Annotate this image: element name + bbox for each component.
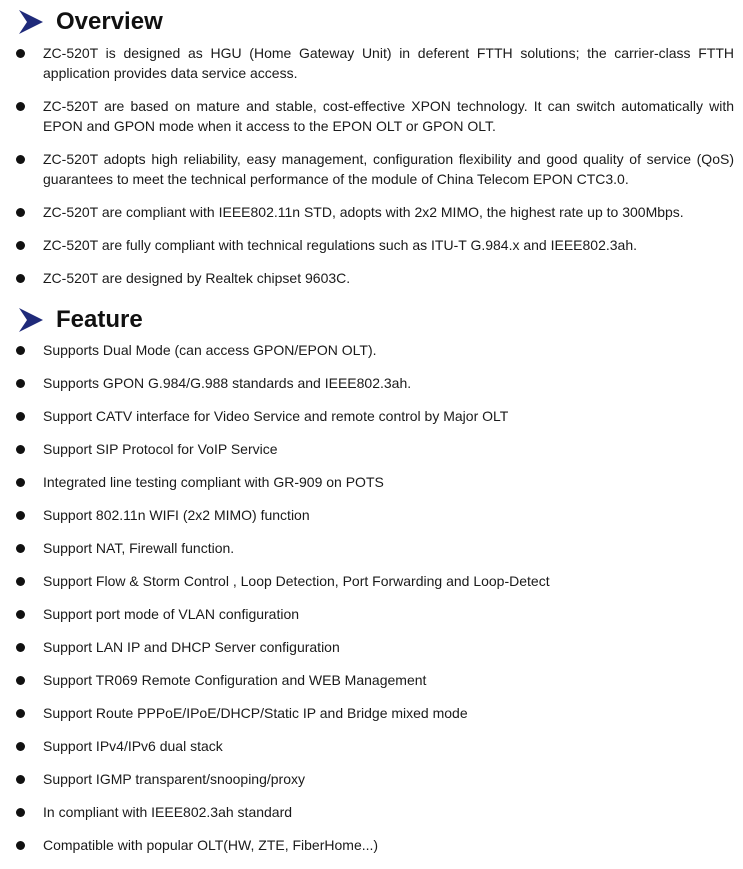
feature-list — [0, 340, 743, 855]
bullet-icon — [16, 346, 25, 355]
bullet-icon — [16, 610, 25, 619]
bullet-icon — [16, 808, 25, 817]
list-item: Support SIP Protocol for VoIP Service — [0, 439, 743, 459]
bullet-icon — [16, 208, 25, 217]
list-item: In compliant with IEEE802.3ah standard — [0, 802, 743, 822]
list-item: Support Flow & Storm Control , Loop Detection, Port Forwarding and Loop-Detect — [0, 571, 743, 591]
bullet-icon — [16, 155, 25, 164]
bullet-icon — [16, 709, 25, 718]
feature-section — [0, 304, 743, 868]
list-item: Supports GPON G.984/G.988 standards and IEEE802.3ah. — [0, 373, 743, 393]
feature-heading — [0, 304, 743, 336]
bullet-icon — [16, 102, 25, 111]
list-item: ZC-520T is designed as HGU (Home Gateway Unit) in deferent FTTH solutions; the carrier-class FTTH application provides data service access. — [0, 43, 743, 83]
list-item: ZC-520T adopts high reliability, easy management, configuration flexibility and good quality of service (QoS) guarantees to meet the technical performance of the module of China Telecom EPON CTC3.0. — [0, 149, 743, 189]
bullet-icon — [16, 841, 25, 850]
list-item: ZC-520T are fully compliant with technical regulations such as ITU-T G.984.x and IEEE802.3ah. — [0, 235, 743, 255]
list-item: Support IPv4/IPv6 dual stack — [0, 736, 743, 756]
bullet-icon — [16, 511, 25, 520]
bullet-icon — [16, 412, 25, 421]
list-item: ZC-520T are compliant with IEEE802.11n STD, adopts with 2x2 MIMO, the highest rate up to 300Mbps. — [0, 202, 743, 222]
overview-list — [0, 43, 743, 288]
bullet-icon — [16, 676, 25, 685]
list-item: Compatible with popular OLT(HW, ZTE, FiberHome...) — [0, 835, 743, 855]
list-item: Support 802.11n WIFI (2x2 MIMO) function — [0, 505, 743, 525]
list-item: Support CATV interface for Video Service and remote control by Major OLT — [0, 406, 743, 426]
bullet-icon — [16, 274, 25, 283]
list-item: ZC-520T are designed by Realtek chipset 9603C. — [0, 268, 743, 288]
chevron-right-icon — [18, 9, 44, 35]
bullet-icon — [16, 241, 25, 250]
bullet-icon — [16, 742, 25, 751]
bullet-icon — [16, 478, 25, 487]
bullet-icon — [16, 445, 25, 454]
list-item: Support LAN IP and DHCP Server configuration — [0, 637, 743, 657]
overview-heading — [0, 6, 743, 38]
bullet-icon — [16, 577, 25, 586]
list-item: Supports Dual Mode (can access GPON/EPON OLT). — [0, 340, 743, 360]
list-item: Support Route PPPoE/IPoE/DHCP/Static IP and Bridge mixed mode — [0, 703, 743, 723]
overview-section — [0, 6, 743, 301]
feature-title: Feature — [56, 306, 143, 333]
list-item: Support IGMP transparent/snooping/proxy — [0, 769, 743, 789]
list-item: Support port mode of VLAN configuration — [0, 604, 743, 624]
bullet-icon — [16, 775, 25, 784]
overview-title: Overview — [56, 8, 163, 35]
bullet-icon — [16, 643, 25, 652]
list-item: Support NAT, Firewall function. — [0, 538, 743, 558]
list-item: Integrated line testing compliant with GR-909 on POTS — [0, 472, 743, 492]
bullet-icon — [16, 379, 25, 388]
chevron-right-icon — [18, 307, 44, 333]
bullet-icon — [16, 544, 25, 553]
list-item: Support TR069 Remote Configuration and WEB Management — [0, 670, 743, 690]
list-item: ZC-520T are based on mature and stable, cost-effective XPON technology. It can switch automatically with EPON and GPON mode when it access to the EPON OLT or GPON OLT. — [0, 96, 743, 136]
bullet-icon — [16, 49, 25, 58]
